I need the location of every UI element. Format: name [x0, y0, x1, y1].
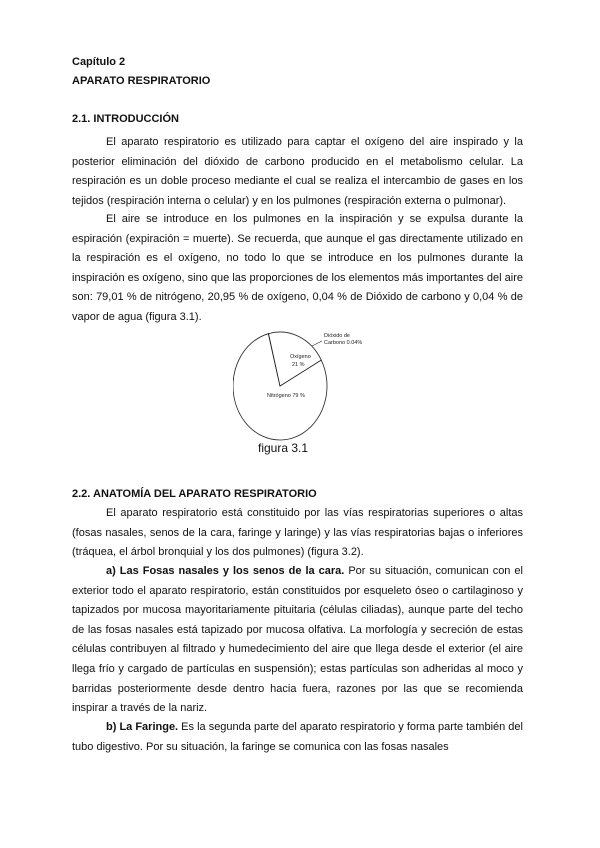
chapter-number: Capítulo 2	[72, 56, 126, 68]
pie-leader-line	[312, 341, 322, 346]
fosas-nasales-title: a) Las Fosas nasales y los senos de la cara.	[106, 565, 345, 577]
pie-label-nitrogen: Nitrógeno 79 %	[267, 393, 305, 399]
intro-paragraph-2: El aire se introduce en los pulmones en la inspiración y se expulsa durante la espiración (expiración = muerte). Se recuerda, que aunque el gas directamente utilizado en la respiración es el oxígeno, no todo lo que se introduce en los pulmones durante la inspiración es oxígeno, sino que las proporciones de los elementos más importantes del aire son: 79,01 % de nitrógeno, 20,95 % de oxígeno, 0,04 % de Dióxido de carbono y 0,04 % de vapor de agua (figura 3.1).	[72, 213, 523, 323]
pie-label-co2-2: Carbono 0.04%	[324, 340, 363, 346]
anatomy-paragraph-b	[72, 718, 523, 757]
faringe-title: b) La Faringe.	[106, 721, 179, 733]
faringe-text: Es la segunda parte del aparato respiratorio y forma parte también del tubo digestivo. Por su situación, la faringe se comunica con las fosas nasales	[72, 721, 523, 753]
chapter-title: APARATO RESPIRATORIO	[72, 75, 211, 87]
pie-label-oxygen-2: 21 %	[292, 362, 305, 368]
section-heading-intro: 2.1. INTRODUCCIÓN	[72, 113, 179, 125]
intro-paragraph-1: El aparato respiratorio es utilizado para captar el oxígeno del aire inspirado y la posterior eliminación del dióxido de carbono producido en el metabolismo celular. La respiración es un doble proceso mediante el cual se realiza el intercambio de gases en los tejidos (respiración interna o celular) y en los pulmones (respiración externa o pulmonar).	[72, 136, 523, 207]
anatomy-paragraph-a	[72, 562, 523, 719]
pie-label-co2-1: Dióxido de	[324, 333, 350, 339]
pie-label-oxygen-1: Oxígeno	[290, 354, 311, 360]
section-heading-anatomy: 2.2. ANATOMÍA DEL APARATO RESPIRATORIO	[72, 488, 317, 500]
figure-caption: figura 3.1	[258, 441, 309, 455]
anatomy-paragraph-1: El aparato respiratorio está constituido por las vías respiratorias superiores o altas (fosas nasales, senos de la cara, faringe y laringe) y las vías respiratorias bajas o inferiores (tráquea, el árbol bronquial y los dos pulmones) (figura 3.2).	[72, 507, 523, 559]
fosas-nasales-text: Por su situación, comunican con el exterior todo el aparato respiratorio, están constituidos por esqueleto óseo o cartilaginoso y tapizados por mucosa mayoritariamente pituitaria (células ciliadas), aunque parte del techo de las fosas nasales está tapizado por mucosa olfativa. La morfología y secreción de estas células contribuyen al filtrado y humedecimiento del aire que llega desde el exterior (el aire llega frío y cargado de partículas en suspensión); estas partículas son adheridas al moco y barridas posteriormente desde dentro hacia fuera, razones por las que se recomienda inspirar a través de la nariz.	[72, 565, 523, 715]
